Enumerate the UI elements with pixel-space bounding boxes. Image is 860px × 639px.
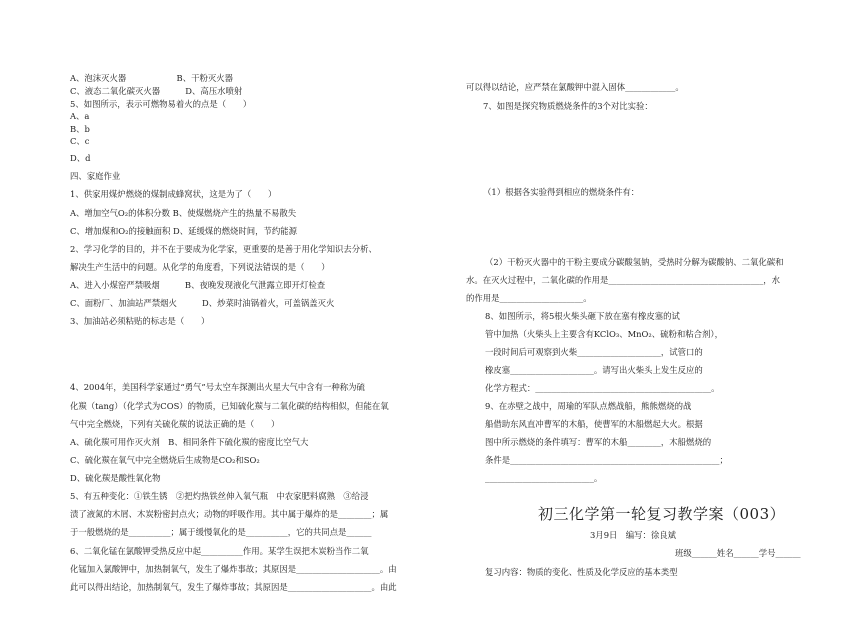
text-line: 化学方程式：__________________________________________。 — [485, 383, 720, 393]
text-line: 3、加油站必须粘贴的标志是（ ） — [70, 316, 210, 326]
review-content: 复习内容：物质的变化、性质及化学反应的基本类型 — [485, 567, 678, 577]
class-name-number-line: 班级______姓名______学号______ — [675, 548, 801, 558]
text-line: 此可以得出结论，加热制氧气，发生了爆炸事故；其原因是____________________。由此 — [70, 582, 397, 592]
text-line: 9、在赤壁之战中，周瑜的军队点燃战船，熊熊燃烧的战 — [485, 401, 692, 411]
text-line: A、进入小煤窑严禁吸烟 B、夜晚发现液化气泄露立即开灯检查 — [70, 280, 326, 290]
text-line: 化锰加入氯酸钾中，加热制氧气，发生了爆炸事故；其原因是____________________。由 — [70, 564, 397, 574]
text-line: A、a — [70, 111, 90, 121]
text-line: 渍了液氮的木屑、木炭粉密封点火；动物的呼吸作用。其中属于爆炸的是________；属 — [70, 509, 389, 519]
page-title: 初三化学第一轮复习教学案（003） — [538, 505, 786, 523]
text-line: 的作用是____________________。 — [466, 293, 592, 303]
text-line: （2）干粉灭火器中的干粉主要成分碳酸氢钠，受热时分解为碳酸钠、二氧化碳和 — [485, 257, 784, 267]
text-line: A、硫化羰可用作灭火剂 B、相同条件下硫化羰的密度比空气大 — [70, 437, 309, 447]
text-line: 可以得以结论，应严禁在氯酸钾中混入固体____________。 — [466, 82, 684, 92]
text-line: D、硫化羰是酸性氧化物 — [70, 473, 161, 483]
section-heading: 四、家庭作业 — [70, 171, 121, 181]
text-line: 7、如图是探究物质燃烧条件的3个对比实验： — [483, 101, 653, 111]
text-line: 解决生产生活中的问题。从化学的角度看，下列说法错误的是（ ） — [70, 262, 330, 272]
text-line: 于一般燃烧的是__________；属于缓慢氧化的是__________，它的共同点是______ — [70, 527, 372, 537]
text-line: A、增加空气O₂的体积分数 B、使煤燃烧产生的热量不易散失 — [70, 208, 297, 218]
text-line: 1、供家用煤炉燃烧的煤制成蜂窝状，这是为了（ ） — [70, 189, 277, 199]
text-line: 6、二氧化锰在氯酸钾受热反应中起__________作用。某学生误把木炭粉当作二氧 — [70, 546, 369, 556]
text-line: 条件是__________________________________________________； — [485, 455, 728, 465]
text-line: 化羰（tang）（化学式为COS）的物质，已知硫化羰与二氧化碳的结构相似，但能在氧 — [70, 401, 389, 411]
text-line: C、面粉厂、加油站严禁烟火 D、炒菜时油锅着火，可盖锅盖灭火 — [70, 298, 335, 308]
date-author: 3月9日 编写：徐良斌 — [590, 530, 677, 540]
text-line: C、液态二氧化碳灭火器 D、高压水喷射 — [70, 86, 243, 96]
text-line: 4、2004年，美国科学家通过“勇气”号太空车探测出火星大气中含有一种称为硫 — [70, 382, 365, 392]
text-line: 8、如图所示，将5根火柴头砸下放在塞有橡皮塞的试 — [485, 311, 680, 321]
text-line: C、硫化羰在氧气中完全燃烧后生成物是CO₂和SO₂ — [70, 455, 260, 465]
text-line: 水。在灭火过程中，二氧化碳的作用是_____________________________________，水 — [466, 275, 781, 285]
text-line: D、d — [70, 153, 91, 163]
text-line: 2、学习化学的目的，并不在于要成为化学家，更重要的是善于用化学知识去分析、 — [70, 244, 377, 254]
text-line: （1）根据各实验得到相应的燃烧条件有： — [483, 187, 640, 197]
text-line: 5、有五种变化：①铁生锈 ②把灼热铁丝伸入氧气瓶 中农家肥料腐熟 ③给浸 — [70, 491, 369, 501]
text-line: C、c — [70, 136, 90, 146]
text-line: B、b — [70, 124, 90, 134]
text-line: C、增加煤和O₂的接触面积 D、延缓煤的燃烧时间，节约能源 — [70, 226, 298, 236]
text-line: 气中完全燃烧，下列有关硫化羰的说法正确的是（ ） — [70, 419, 280, 429]
text-line: 5、如图所示，表示可燃物易着火的点是（ ） — [70, 99, 252, 109]
text-line: 橡皮塞____________________。请写出火柴头上发生反应的 — [485, 365, 703, 375]
text-line: 船借助东风直冲曹军的木船，使曹军的木船燃起大火。根据 — [485, 419, 703, 429]
text-line: __________________________。 — [485, 473, 603, 483]
text-line: A、泡沫灭火器 B、干粉灭火器 — [70, 73, 233, 83]
text-line: 管中加热（火柴头上主要含有KClO₃、MnO₂、硫粉和粘合剂）， — [485, 329, 723, 339]
text-line: 一段时间后可观察到火柴____________________，试管口的 — [485, 347, 703, 357]
text-line: 图中所示燃烧的条件填写：曹军的木船________，木船燃烧的 — [485, 437, 712, 447]
